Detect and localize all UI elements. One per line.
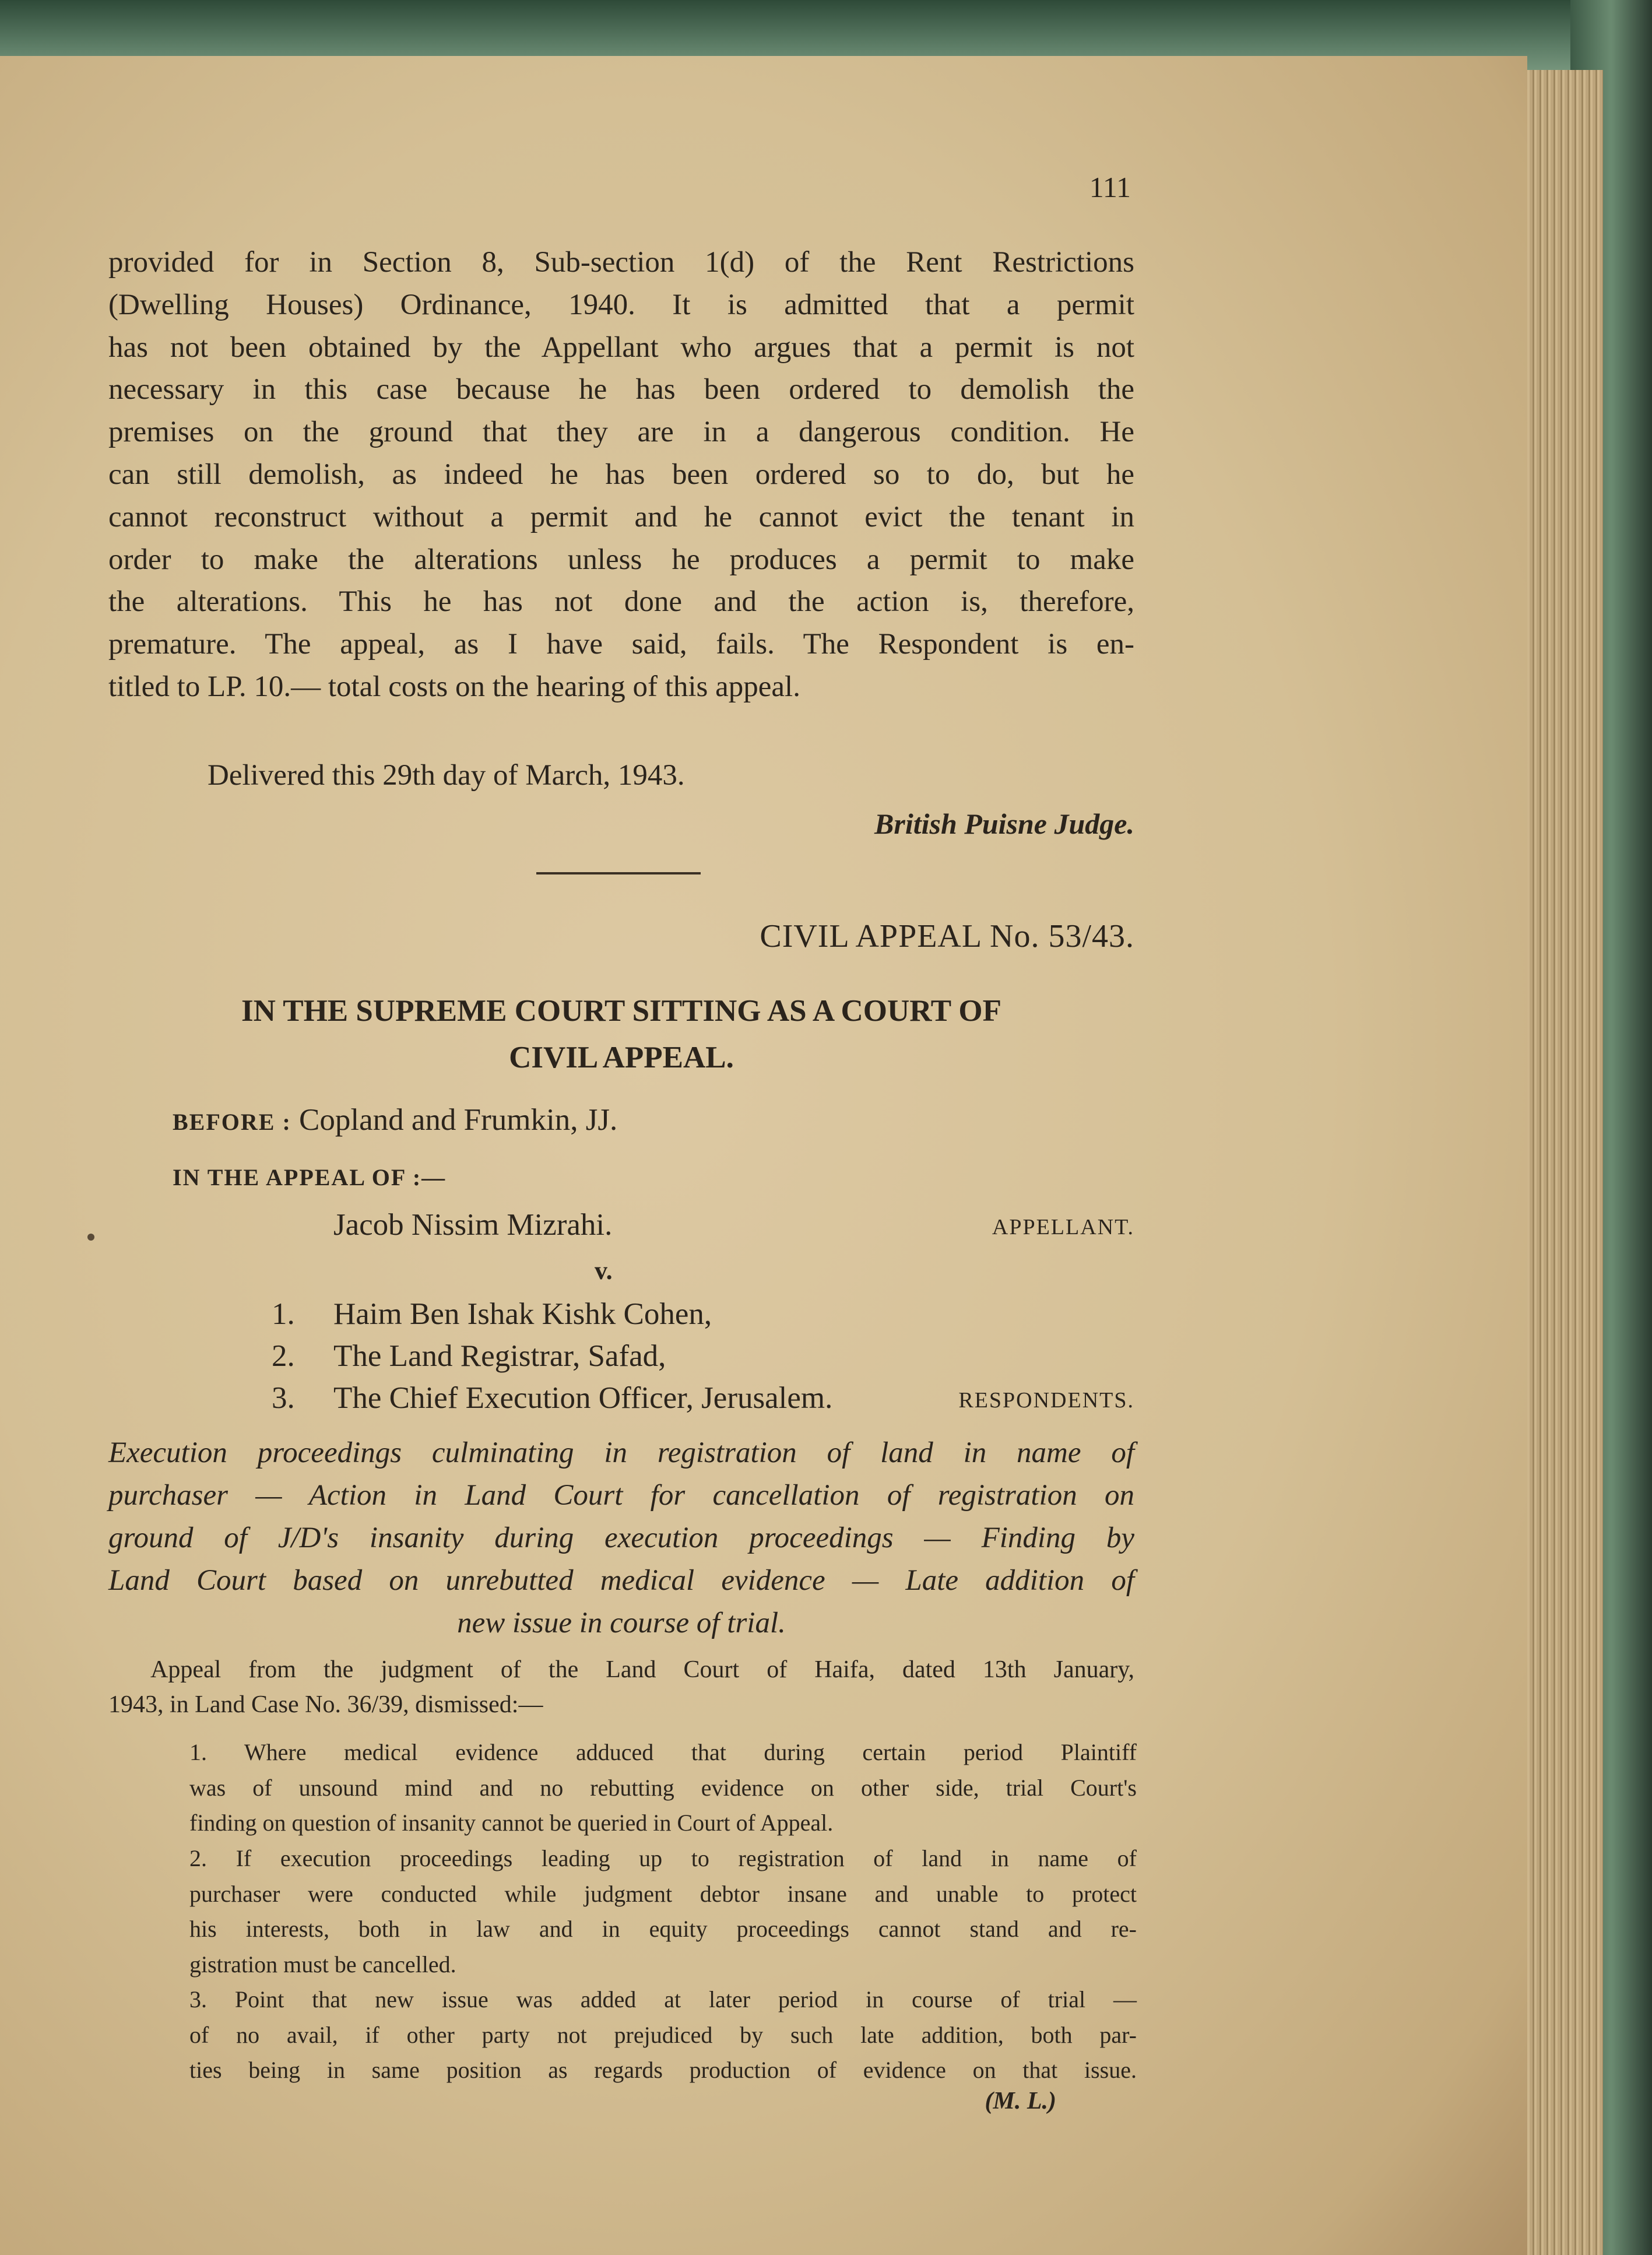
paragraph-line: premises on the ground that they are in a dangerous condition. He [108, 416, 1134, 449]
appeal-summary [108, 1652, 1134, 1722]
court-heading [108, 988, 1134, 1081]
appellant-name: Jacob Nissim Mizrahi. [333, 1208, 613, 1242]
headnote [108, 1432, 1134, 1645]
headnote-line: ground of J/D's insanity during execution proceedings — Finding by [108, 1522, 1134, 1554]
delivery-date: Delivered this 29th day of March, 1943. [208, 759, 685, 792]
appeal-of-label: IN THE APPEAL OF :— [173, 1164, 447, 1190]
appeal-summary-line: Appeal from the judgment of the Land Court of Haifa, dated 13th January, [150, 1656, 1134, 1683]
paragraph-line: can still demolish, as indeed he has been ordered so to do, but he [108, 458, 1134, 491]
held-line: of no avail, if other party not prejudiced by such late addition, both par- [189, 2021, 1137, 2048]
case-number: CIVIL APPEAL No. 53/43. [760, 918, 1134, 954]
held-line: gistration must be cancelled. [189, 1951, 456, 1977]
page-number: 111 [1089, 171, 1131, 203]
respondent-name: The Chief Execution Officer, Jerusalem. [333, 1381, 833, 1415]
paragraph-line: order to make the alterations unless he produces a permit to make [108, 543, 1134, 576]
paragraph-line: provided for in Section 8, Sub-section 1(d) of the Rent Restrictions [108, 246, 1134, 279]
appeal-summary-line: 1943, in Land Case No. 36/39, dismissed:— [108, 1691, 543, 1718]
headnote-line: new issue in course of trial. [457, 1607, 786, 1639]
versus: v. [595, 1256, 613, 1285]
respondent-number: 2. [272, 1339, 295, 1373]
respondent-name: The Land Registrar, Safad, [333, 1339, 666, 1373]
paragraph-line: necessary in this case because he has been ordered to demolish the [108, 373, 1134, 406]
held-line: was of unsound mind and no rebutting evidence on other side, trial Court's [189, 1774, 1137, 1801]
held-point [189, 1841, 1137, 1982]
judgment-paragraph [108, 241, 1134, 708]
held-line: 3. Point that new issue was added at later period in course of trial — [189, 1986, 1137, 2012]
margin-mark [87, 1234, 94, 1241]
held-line: ties being in same position as regards production of evidence on that issue. [189, 2057, 1137, 2083]
held-line: purchaser were conducted while judgment debtor insane and unable to protect [189, 1880, 1137, 1907]
respondent-name: Haim Ben Ishak Kishk Cohen, [333, 1297, 712, 1331]
held-line: 1. Where medical evidence adduced that during certain period Plaintiff [189, 1739, 1137, 1765]
before-label: BEFORE : [173, 1109, 291, 1135]
bench-line [173, 1102, 617, 1137]
court-heading-line: CIVIL APPEAL. [509, 1041, 734, 1074]
respondent-number: 3. [272, 1381, 295, 1415]
book-page [0, 56, 1527, 2255]
held-point [189, 1735, 1137, 1841]
headnote-line: purchaser — Action in Land Court for cancellation of registration on [108, 1479, 1134, 1512]
paragraph-line: premature. The appeal, as I have said, fails. The Respondent is en- [108, 628, 1134, 661]
headnote-line: Execution proceedings culminating in registration of land in name of [108, 1436, 1134, 1469]
paragraph-line: has not been obtained by the Appellant who argues that a permit is not [108, 331, 1134, 364]
appellant-role: APPELLANT. [992, 1215, 1134, 1239]
reporter-initials: (M. L.) [985, 2088, 1056, 2114]
paragraph-line: the alterations. This he has not done and the action is, therefore, [108, 585, 1134, 619]
court-heading-line: IN THE SUPREME COURT SITTING AS A COURT OF [241, 994, 1001, 1028]
held-line: his interests, both in law and in equity proceedings cannot stand and re- [189, 1916, 1137, 1942]
respondents-role: RESPONDENTS. [958, 1388, 1134, 1413]
paragraph-line: cannot reconstruct without a permit and he cannot evict the tenant in [108, 500, 1134, 533]
held-line: finding on question of insanity cannot be queried in Court of Appeal. [189, 1810, 834, 1836]
held-point [189, 1982, 1137, 2088]
held-line: 2. If execution proceedings leading up to registration of land in name of [189, 1845, 1137, 1871]
judges-names: Copland and Frumkin, JJ. [299, 1103, 618, 1137]
respondent-number: 1. [272, 1297, 295, 1331]
headnote-line: Land Court based on unrebutted medical evidence — Late addition of [108, 1564, 1134, 1597]
judge-signature: British Puisne Judge. [874, 807, 1134, 840]
paragraph-line-last: titled to LP. 10.— total costs on the hearing of this appeal. [108, 670, 800, 703]
section-divider [536, 872, 701, 874]
paragraph-line: (Dwelling Houses) Ordinance, 1940. It is admitted that a permit [108, 288, 1134, 321]
